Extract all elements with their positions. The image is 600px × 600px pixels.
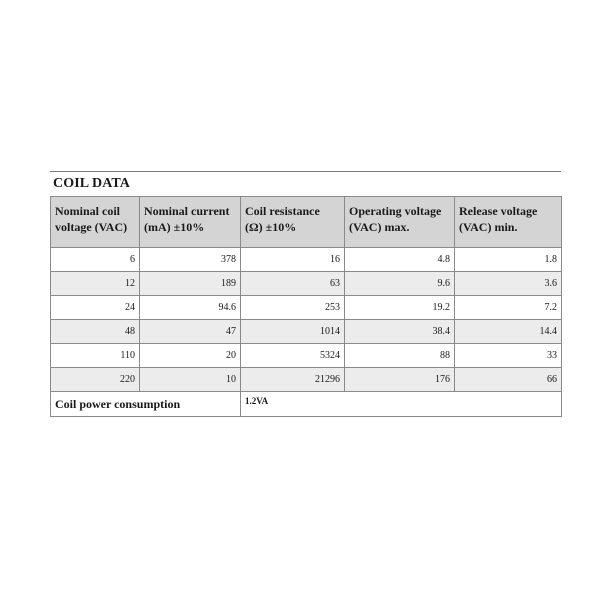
cell-nominal-voltage: 110 xyxy=(51,344,140,368)
coil-power-consumption-value: 1.2VA xyxy=(241,392,562,417)
cell-coil-resistance: 1014 xyxy=(241,320,345,344)
coil-power-consumption-label: Coil power consumption xyxy=(51,392,241,417)
cell-nominal-voltage: 48 xyxy=(51,320,140,344)
footer-row xyxy=(51,392,562,417)
cell-coil-resistance: 16 xyxy=(241,248,345,272)
coil-data-section xyxy=(50,171,561,417)
cell-nominal-current: 20 xyxy=(140,344,241,368)
cell-operating-voltage: 19.2 xyxy=(345,296,455,320)
cell-nominal-voltage: 220 xyxy=(51,368,140,392)
cell-nominal-voltage: 6 xyxy=(51,248,140,272)
cell-coil-resistance: 5324 xyxy=(241,344,345,368)
cell-nominal-current: 378 xyxy=(140,248,241,272)
table-row xyxy=(51,248,562,272)
cell-operating-voltage: 176 xyxy=(345,368,455,392)
cell-operating-voltage: 4.8 xyxy=(345,248,455,272)
cell-coil-resistance: 253 xyxy=(241,296,345,320)
cell-nominal-voltage: 24 xyxy=(51,296,140,320)
header-release-voltage: Release voltage (VAC) min. xyxy=(455,197,562,248)
cell-coil-resistance: 21296 xyxy=(241,368,345,392)
coil-data-table xyxy=(50,196,562,417)
header-nominal-coil-voltage: Nominal coil voltage (VAC) xyxy=(51,197,140,248)
table-row xyxy=(51,272,562,296)
header-nominal-current: Nominal current (mA) ±10% xyxy=(140,197,241,248)
cell-nominal-current: 94.6 xyxy=(140,296,241,320)
cell-release-voltage: 66 xyxy=(455,368,562,392)
section-title: COIL DATA xyxy=(53,176,131,191)
header-operating-voltage: Operating voltage (VAC) max. xyxy=(345,197,455,248)
cell-release-voltage: 3.6 xyxy=(455,272,562,296)
cell-release-voltage: 14.4 xyxy=(455,320,562,344)
cell-operating-voltage: 38.4 xyxy=(345,320,455,344)
cell-nominal-voltage: 12 xyxy=(51,272,140,296)
header-coil-resistance: Coil resistance (Ω) ±10% xyxy=(241,197,345,248)
cell-coil-resistance: 63 xyxy=(241,272,345,296)
cell-nominal-current: 10 xyxy=(140,368,241,392)
header-row xyxy=(51,197,562,248)
cell-operating-voltage: 9.6 xyxy=(345,272,455,296)
cell-release-voltage: 1.8 xyxy=(455,248,562,272)
cell-operating-voltage: 88 xyxy=(345,344,455,368)
table-row xyxy=(51,320,562,344)
table-row xyxy=(51,344,562,368)
cell-release-voltage: 7.2 xyxy=(455,296,562,320)
cell-nominal-current: 47 xyxy=(140,320,241,344)
table-row xyxy=(51,296,562,320)
cell-release-voltage: 33 xyxy=(455,344,562,368)
cell-nominal-current: 189 xyxy=(140,272,241,296)
table-row xyxy=(51,368,562,392)
